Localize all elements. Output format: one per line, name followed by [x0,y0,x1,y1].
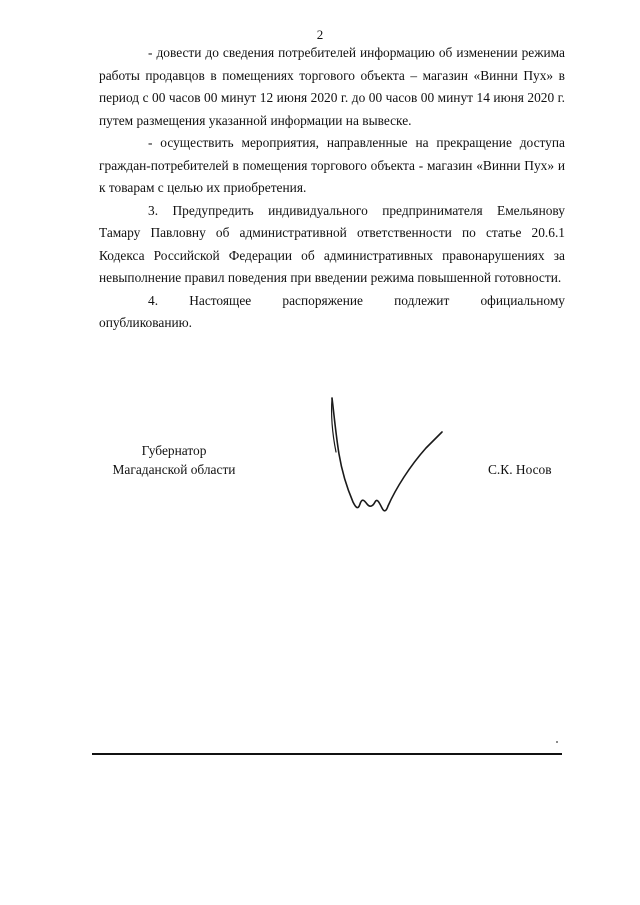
signatory-title-line2: Магаданской области [112,462,236,477]
bottom-rule [92,753,562,755]
bottom-rule-fade [505,753,562,755]
paragraph-inform-consumers: - довести до сведения потребителей информацию об изменении режима работы продавцов в помещениях торгового объекта – магазин «Винни Пух» в период с 00 часов 00 минут 12 июня 2020 г. до 00 часов 00 минут 14 июня 2020 г. путем размещения указанной информации на вывеске. [99,45,565,128]
paragraph-restrict-access: - осуществить мероприятия, направленные на прекращение доступа граждан-потребителей в помещения торгового объекта - магазин «Винни Пух» и к товарам с целью их приобретения. [99,135,565,195]
handwritten-signature [320,392,460,524]
scan-speck [556,741,558,743]
document-body [99,42,565,335]
signatory-title-line1: Губернатор [141,443,207,458]
signatory-title [104,441,244,479]
paragraph-publication-line1: 4. Настоящее распоряжение подлежит официальному [148,292,565,308]
paragraph-publication-line2: опубликованию. [99,315,193,330]
page-number: 2 [316,27,324,42]
signatory-name: С.К. Носов [488,462,552,477]
paragraph-warning: 3. Предупредить индивидуального предпринимателя Емельянову Тамару Павловну об административной ответственности по статье 20.6.1 Кодекса Российской Федерации об административных правонарушениях за невыполнение правил поведения при введении режима повышенной готовности. [99,202,565,285]
